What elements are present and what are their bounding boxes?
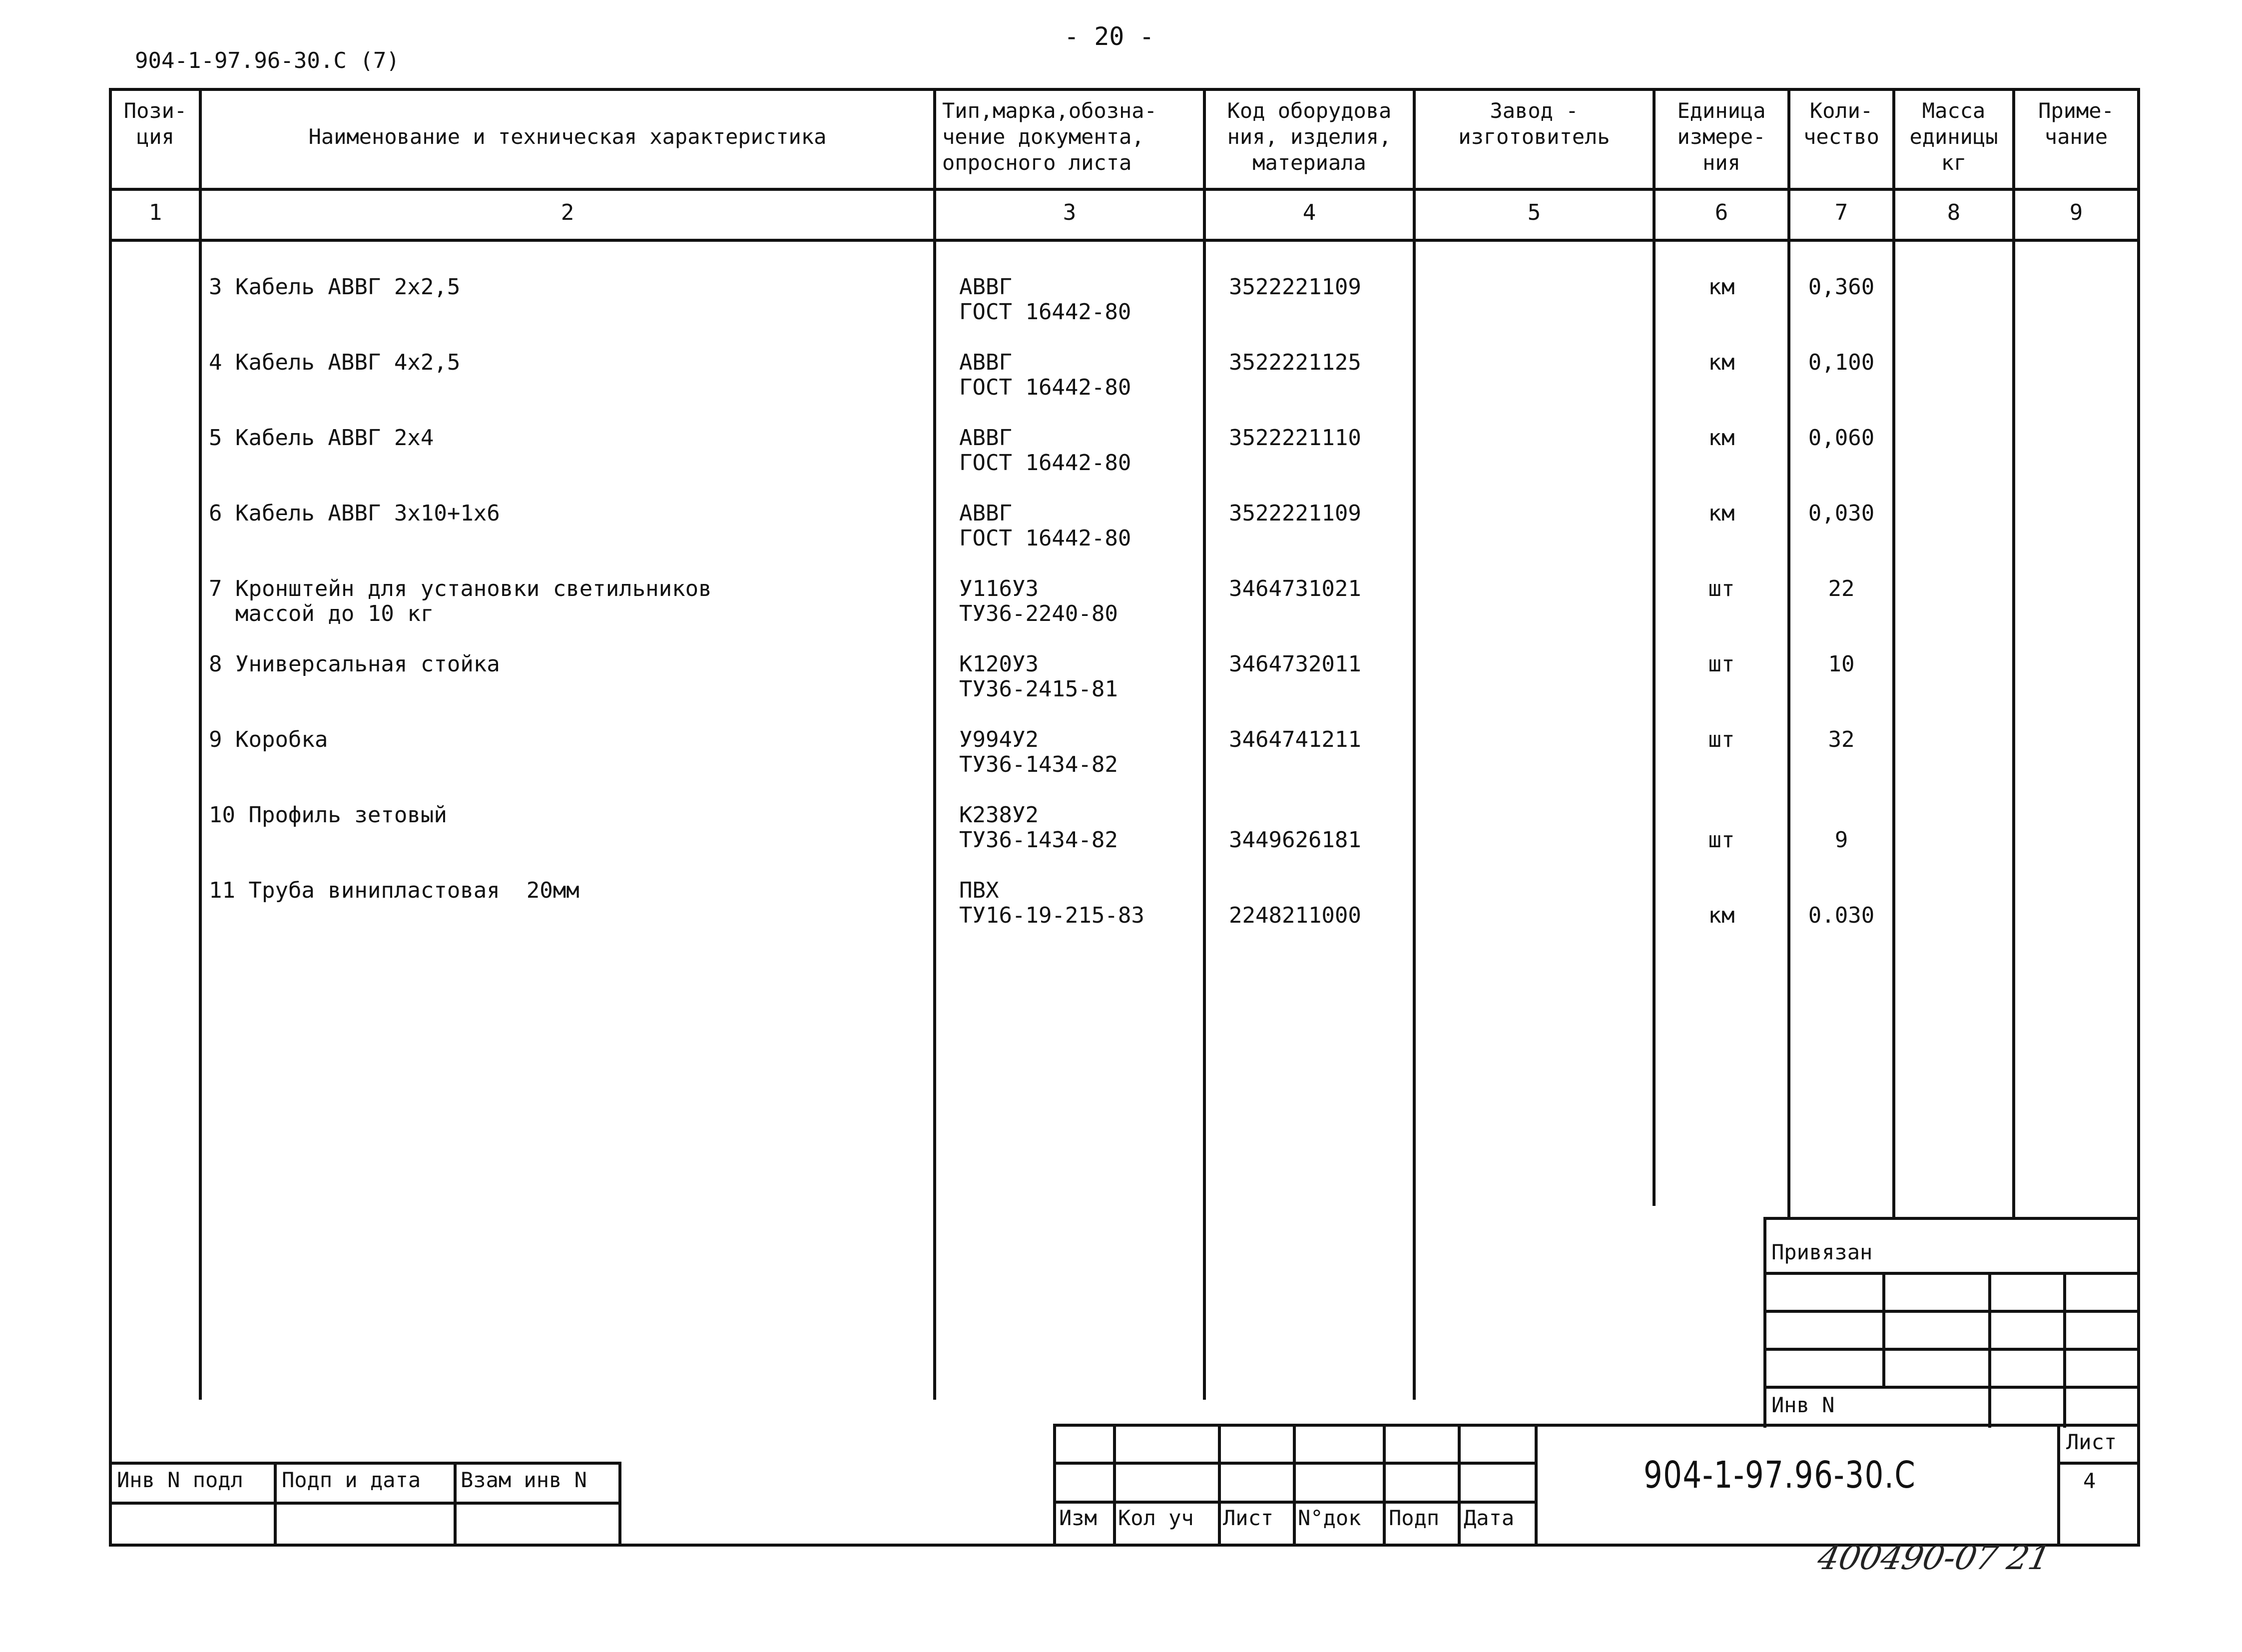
stamp-line — [109, 1462, 621, 1465]
header-code: Код оборудова ния, изделия, материала — [1227, 98, 1392, 175]
header-position: Пози- ция — [123, 98, 187, 149]
header-unit: Единица измере- ния — [1677, 98, 1766, 175]
column-number-4: 4 — [1302, 200, 1316, 225]
item-quantity: 22 — [1828, 576, 1855, 601]
stamp-line — [1882, 1272, 1885, 1386]
stamp-line — [1293, 1424, 1296, 1547]
col-divider-2 — [933, 88, 936, 1400]
item-code: 3464731021 — [1229, 576, 1361, 601]
stamp-line — [1763, 1217, 2140, 1220]
column-number-7: 7 — [1834, 200, 1848, 225]
header-bottom-line — [109, 188, 2140, 191]
stamp-line — [1458, 1424, 1461, 1547]
replacement-inv-label: Взам инв N — [461, 1468, 587, 1492]
header-unit-mass: Масса единицы кг — [1909, 98, 1998, 175]
col-divider-1 — [199, 88, 202, 1400]
item-unit: км — [1708, 903, 1735, 928]
stamp-line — [2057, 1424, 2060, 1547]
column-number-9: 9 — [2069, 200, 2083, 225]
stamp-line — [274, 1462, 277, 1544]
header-note: Приме- чание — [2038, 98, 2114, 149]
item-code: 3464732011 — [1229, 651, 1361, 677]
item-type: К120У3 ТУ36-2415-81 — [959, 651, 1118, 702]
item-quantity: 0,100 — [1808, 350, 1875, 375]
item-name: 3 Кабель АВВГ 2х2,5 — [209, 274, 461, 300]
inventory-number-label: Инв N — [1771, 1393, 1835, 1417]
item-name: 4 Кабель АВВГ 4х2,5 — [209, 350, 461, 375]
stamp-line — [1113, 1424, 1116, 1547]
item-type: АВВГ ГОСТ 16442-80 — [959, 274, 1131, 325]
sheet-number: 4 — [2083, 1469, 2096, 1493]
inv-original-label: Инв N подл — [117, 1468, 243, 1492]
item-name: 10 Профиль зетовый — [209, 802, 447, 828]
stamp-line — [1763, 1310, 2140, 1313]
stamp-line — [2063, 1272, 2066, 1428]
stamp-line — [1535, 1424, 1538, 1547]
colnum-bottom-line — [109, 239, 2140, 242]
item-name: 7 Кронштейн для установки светильников массой до 10 кг — [209, 576, 712, 626]
change-count-label: Кол уч — [1118, 1506, 1194, 1530]
sheet-col-label: Лист — [1223, 1506, 1274, 1530]
table-left-border — [109, 88, 112, 1547]
stamp-line — [2057, 1462, 2140, 1465]
item-quantity: 0.030 — [1808, 903, 1875, 928]
item-type: АВВГ ГОСТ 16442-80 — [959, 425, 1131, 476]
document-code-top: 904-1-97.96-30.С (7) — [135, 48, 400, 73]
item-type: АВВГ ГОСТ 16442-80 — [959, 501, 1131, 551]
col-divider-8 — [2012, 88, 2015, 1217]
item-unit: шт — [1708, 651, 1735, 677]
item-type: У116У3 ТУ36-2240-80 — [959, 576, 1118, 626]
revision-label: Изм — [1059, 1506, 1097, 1530]
item-unit: шт — [1708, 576, 1735, 601]
item-code: 3522221125 — [1229, 350, 1361, 375]
item-type: К238У2 ТУ36-1434-82 — [959, 802, 1118, 853]
sheet-label: Лист — [2066, 1430, 2117, 1454]
item-unit: км — [1708, 425, 1735, 451]
item-name: 11 Труба винипластовая 20мм — [209, 878, 579, 903]
col-divider-5 — [1653, 88, 1656, 1206]
table-top-border — [109, 88, 2140, 91]
stamp-line — [109, 1502, 621, 1505]
handwritten-archive-number: 400490-07 21 — [1814, 1539, 2054, 1577]
header-manufacturer: Завод - изготовитель — [1458, 98, 1610, 149]
item-unit: шт — [1708, 727, 1735, 752]
stamp-line — [1053, 1424, 2140, 1427]
col-divider-7 — [1892, 88, 1895, 1217]
stamp-line — [1763, 1217, 1766, 1428]
item-name: 8 Универсальная стойка — [209, 651, 500, 677]
column-number-3: 3 — [1063, 200, 1077, 225]
column-number-2: 2 — [560, 200, 574, 225]
column-number-8: 8 — [1947, 200, 1961, 225]
date-label: Дата — [1464, 1506, 1515, 1530]
item-unit: км — [1708, 501, 1735, 526]
col-divider-4 — [1413, 88, 1416, 1400]
header-quantity: Коли- чество — [1803, 98, 1879, 149]
item-code: 3464741211 — [1229, 727, 1361, 752]
col-divider-3 — [1203, 88, 1206, 1400]
stamp-line — [1383, 1424, 1386, 1547]
signature-label: Подп — [1389, 1506, 1440, 1530]
item-code: 3522221110 — [1229, 425, 1361, 451]
stamp-line — [1763, 1272, 2140, 1275]
item-quantity: 0,060 — [1808, 425, 1875, 451]
item-code: 3449626181 — [1229, 827, 1361, 853]
document-code: 904-1-97.96-30.С — [1644, 1454, 1916, 1497]
item-code: 2248211000 — [1229, 903, 1361, 928]
item-code: 3522221109 — [1229, 501, 1361, 526]
stamp-line — [1053, 1424, 1056, 1547]
item-unit: км — [1708, 350, 1735, 375]
stamp-line — [1988, 1272, 1991, 1428]
stamp-line — [1218, 1424, 1221, 1547]
item-name: 9 Коробка — [209, 727, 328, 752]
header-type: Тип,марка,обозна- чение документа, опросного листа — [942, 98, 1157, 175]
stamp-line — [454, 1462, 457, 1544]
item-type: У994У2 ТУ36-1434-82 — [959, 727, 1118, 777]
item-code: 3522221109 — [1229, 274, 1361, 300]
item-type: АВВГ ГОСТ 16442-80 — [959, 350, 1131, 400]
table-right-border — [2137, 88, 2140, 1547]
item-unit: шт — [1708, 827, 1735, 853]
item-type: ПВХ ТУ16-19-215-83 — [959, 878, 1144, 928]
column-number-6: 6 — [1714, 200, 1728, 225]
item-name: 6 Кабель АВВГ 3х10+1х6 — [209, 501, 500, 526]
item-name: 5 Кабель АВВГ 2х4 — [209, 425, 434, 451]
column-number-1: 1 — [148, 200, 162, 225]
stamp-line — [1763, 1386, 2140, 1389]
item-unit: км — [1708, 274, 1735, 300]
item-quantity: 0,030 — [1808, 501, 1875, 526]
item-quantity: 0,360 — [1808, 274, 1875, 300]
stamp-line — [1763, 1348, 2140, 1351]
item-quantity: 9 — [1834, 827, 1848, 853]
privyazan-label: Привязан — [1771, 1240, 1873, 1264]
stamp-line — [618, 1462, 621, 1544]
doc-number-label: N°док — [1298, 1506, 1361, 1530]
item-quantity: 10 — [1828, 651, 1855, 677]
page-number: - 20 - — [1064, 22, 1154, 51]
signature-date-label: Подп и дата — [282, 1468, 421, 1492]
item-quantity: 32 — [1828, 727, 1855, 752]
column-number-5: 5 — [1527, 200, 1541, 225]
header-name: Наименование и техническая характеристика — [308, 124, 827, 149]
